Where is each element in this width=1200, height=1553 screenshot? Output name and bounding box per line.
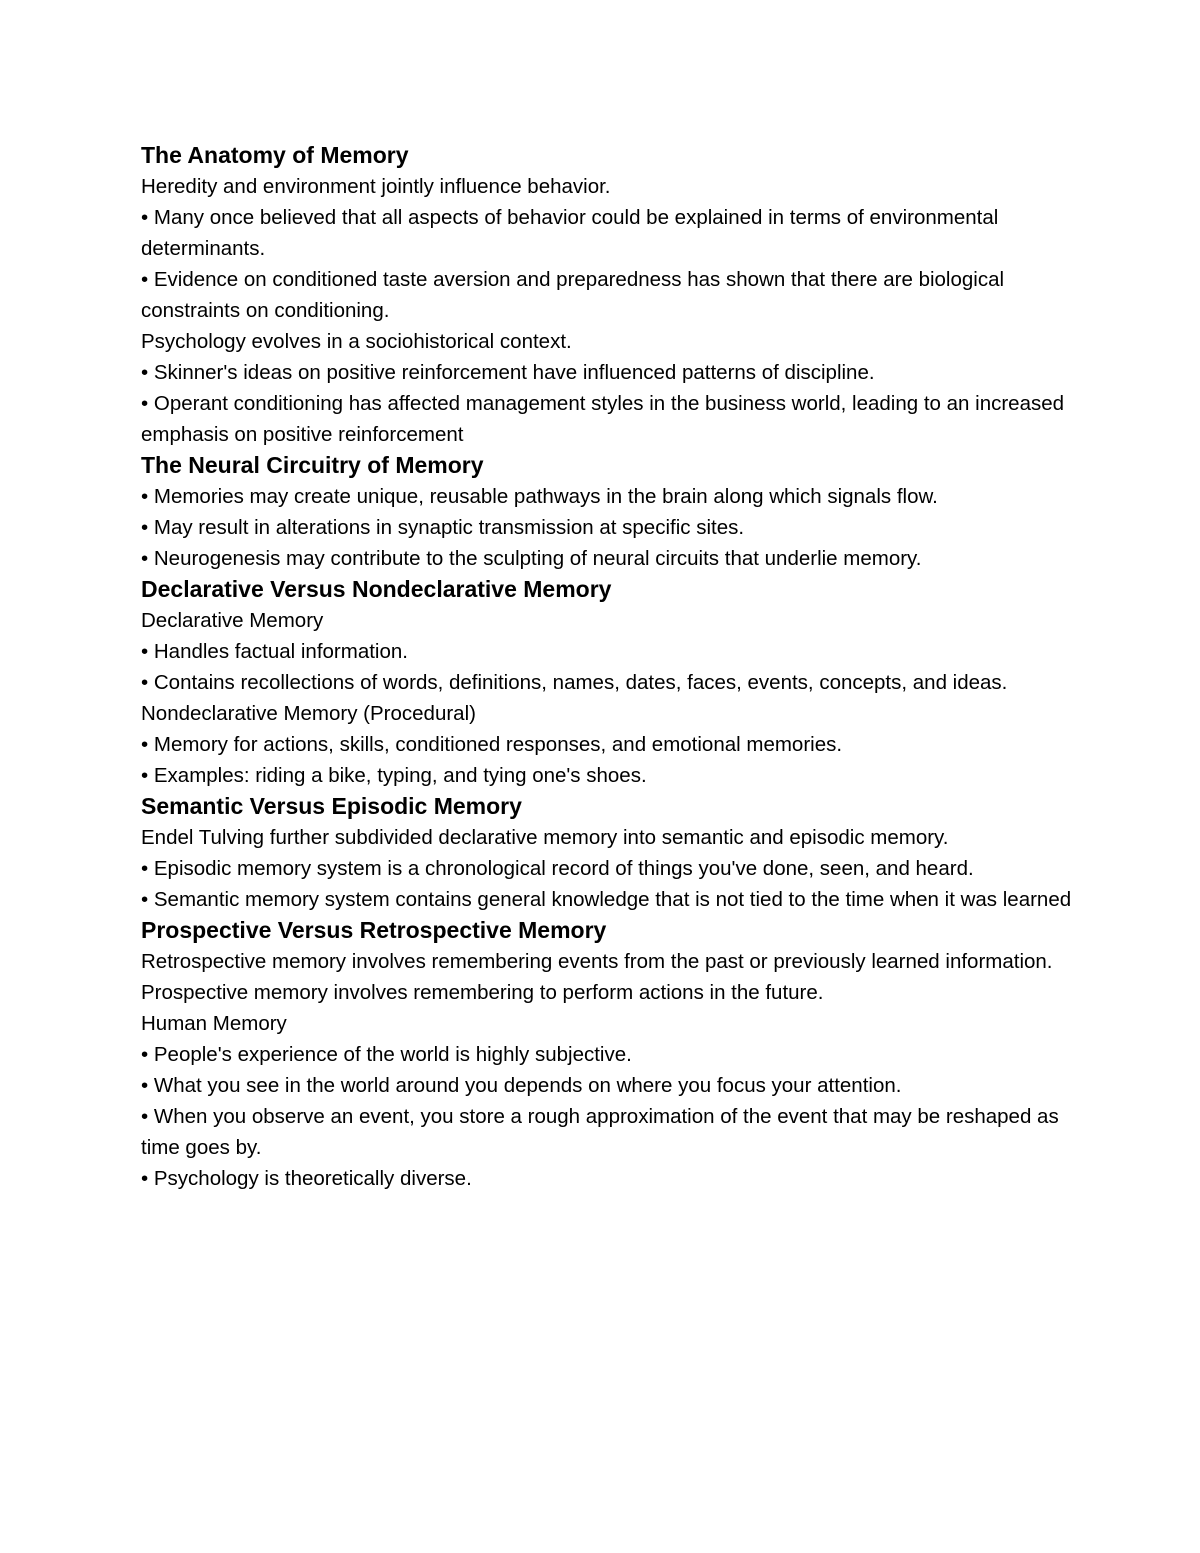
bullet-line: • What you see in the world around you depends on where you focus your attention.: [141, 1074, 902, 1097]
text-line: Heredity and environment jointly influence behavior.: [141, 175, 611, 198]
section-title: Declarative Versus Nondeclarative Memory: [141, 576, 612, 602]
bullet-line: • May result in alterations in synaptic transmission at specific sites.: [141, 516, 745, 539]
subheading-line: Human Memory: [141, 1012, 287, 1035]
text-line: Endel Tulving further subdivided declarative memory into semantic and episodic memory.: [141, 826, 949, 849]
bullet-line: • Many once believed that all aspects of behavior could be explained in terms of environmental determinants.: [141, 206, 999, 260]
bullet-line: • Memory for actions, skills, conditioned responses, and emotional memories.: [141, 733, 843, 756]
bullet-line: • Examples: riding a bike, typing, and tying one's shoes.: [141, 764, 647, 787]
section-title: The Neural Circuitry of Memory: [141, 452, 484, 478]
bullet-line: • Semantic memory system contains general knowledge that is not tied to the time when it was learned: [141, 888, 1072, 911]
subheading-line: Declarative Memory: [141, 609, 324, 632]
bullet-line: • Neurogenesis may contribute to the sculpting of neural circuits that underlie memory.: [141, 547, 922, 570]
text-line: Psychology evolves in a sociohistorical context.: [141, 330, 572, 353]
bullet-line: • Skinner's ideas on positive reinforcement have influenced patterns of discipline.: [141, 361, 875, 384]
document-page: [141, 140, 1081, 1194]
bullet-line: • Evidence on conditioned taste aversion and preparedness has shown that there are biological constraints on conditioning.: [141, 268, 1005, 322]
text-line: Retrospective memory involves remembering events from the past or previously learned information.: [141, 950, 1053, 973]
bullet-line: • Episodic memory system is a chronological record of things you've done, seen, and heard.: [141, 857, 974, 880]
bullet-line: • Operant conditioning has affected management styles in the business world, leading to an increased emphasis on positive reinforcement: [141, 392, 1065, 446]
bullet-line: • When you observe an event, you store a rough approximation of the event that may be reshaped as time goes by.: [141, 1105, 1059, 1159]
section-title: Prospective Versus Retrospective Memory: [141, 917, 607, 943]
section-semantic-vs-episodic: [141, 791, 1081, 915]
bullet-line: • People's experience of the world is highly subjective.: [141, 1043, 632, 1066]
section-declarative-vs-nondeclarative: [141, 574, 1081, 791]
section-title: Semantic Versus Episodic Memory: [141, 793, 522, 819]
section-anatomy-of-memory: [141, 140, 1081, 450]
bullet-line: • Handles factual information.: [141, 640, 408, 663]
text-line: Prospective memory involves remembering to perform actions in the future.: [141, 981, 824, 1004]
section-neural-circuitry: [141, 450, 1081, 574]
subheading-line: Nondeclarative Memory (Procedural): [141, 702, 476, 725]
bullet-line: • Memories may create unique, reusable pathways in the brain along which signals flow.: [141, 485, 938, 508]
bullet-line: • Contains recollections of words, definitions, names, dates, faces, events, concepts, and ideas.: [141, 671, 1008, 694]
bullet-line: • Psychology is theoretically diverse.: [141, 1167, 472, 1190]
section-prospective-vs-retrospective: [141, 915, 1081, 1194]
section-title: The Anatomy of Memory: [141, 142, 409, 168]
